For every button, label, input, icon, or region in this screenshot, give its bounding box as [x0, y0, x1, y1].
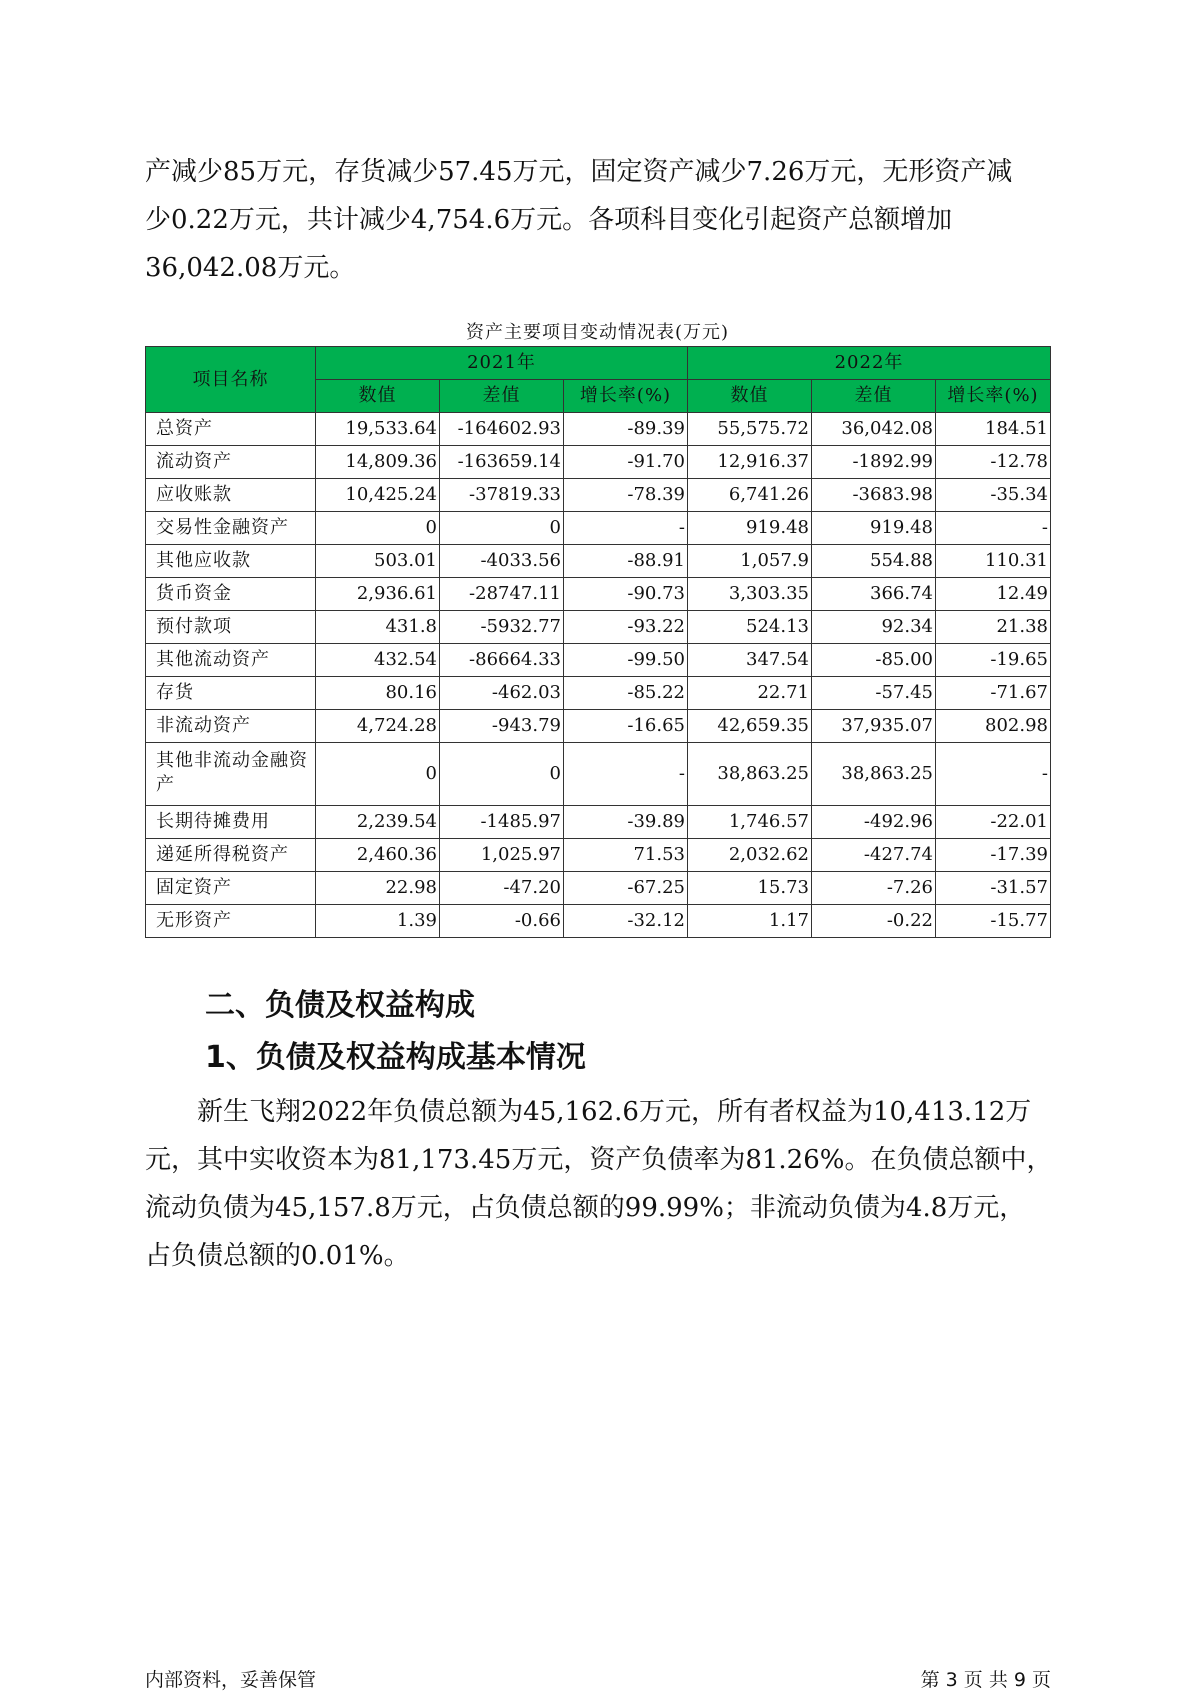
paragraph-line: 元，其中实收资本为81,173.45万元，资产负债率为81.26%。在负债总额中， [145, 1145, 1053, 1175]
growth-2021-cell: -90.73 [564, 578, 688, 611]
intro-paragraph [145, 148, 1045, 292]
growth-2021-cell: -32.12 [564, 905, 688, 938]
diff-2022-cell: -492.96 [812, 806, 936, 839]
diff-2022-cell: -7.26 [812, 872, 936, 905]
table-row [146, 710, 1051, 743]
row-name-cell: 无形资产 [146, 905, 316, 938]
growth-2021-cell: -93.22 [564, 611, 688, 644]
growth-2022-cell: -22.01 [936, 806, 1051, 839]
diff-2022-cell: 554.88 [812, 545, 936, 578]
row-name-cell: 其他应收款 [146, 545, 316, 578]
diff-2021-cell: -37819.33 [440, 479, 564, 512]
paragraph-line: 流动负债为45,157.8万元，占负债总额的99.99%；非流动负债为4.8万元， [145, 1193, 1026, 1223]
growth-2021-cell: -16.65 [564, 710, 688, 743]
header-diff-2022: 差值 [812, 380, 936, 413]
value-2022-cell: 1,057.9 [688, 545, 812, 578]
diff-2021-cell: -5932.77 [440, 611, 564, 644]
row-name-cell: 总资产 [146, 413, 316, 446]
value-2022-cell: 38,863.25 [688, 743, 812, 806]
growth-2021-cell: -67.25 [564, 872, 688, 905]
header-value-2021: 数值 [316, 380, 440, 413]
value-2021-cell: 0 [316, 743, 440, 806]
growth-2022-cell: -15.77 [936, 905, 1051, 938]
value-2022-cell: 2,032.62 [688, 839, 812, 872]
growth-2021-cell: -88.91 [564, 545, 688, 578]
table-row [146, 905, 1051, 938]
value-2022-cell: 22.71 [688, 677, 812, 710]
table-row [146, 479, 1051, 512]
section-heading: 二、负债及权益构成 [205, 988, 475, 1023]
liability-paragraph [145, 1088, 1053, 1280]
growth-2022-cell: -71.67 [936, 677, 1051, 710]
diff-2021-cell: 1,025.97 [440, 839, 564, 872]
value-2022-cell: 6,741.26 [688, 479, 812, 512]
row-name-cell: 递延所得税资产 [146, 839, 316, 872]
value-2021-cell: 10,425.24 [316, 479, 440, 512]
diff-2022-cell: -0.22 [812, 905, 936, 938]
value-2022-cell: 347.54 [688, 644, 812, 677]
row-name-cell: 固定资产 [146, 872, 316, 905]
diff-2021-cell: -1485.97 [440, 806, 564, 839]
diff-2022-cell: -57.45 [812, 677, 936, 710]
value-2022-cell: 919.48 [688, 512, 812, 545]
growth-2021-cell: -39.89 [564, 806, 688, 839]
diff-2022-cell: 36,042.08 [812, 413, 936, 446]
growth-2021-cell: -85.22 [564, 677, 688, 710]
value-2022-cell: 1.17 [688, 905, 812, 938]
diff-2022-cell: -1892.99 [812, 446, 936, 479]
value-2021-cell: 2,460.36 [316, 839, 440, 872]
value-2022-cell: 524.13 [688, 611, 812, 644]
growth-2022-cell: - [936, 743, 1051, 806]
footer-confidential-note: 内部资料，妥善保管 [145, 1669, 317, 1691]
header-year-2021: 2021年 [316, 347, 688, 380]
table-caption: 资产主要项目变动情况表(万元) [465, 322, 730, 343]
diff-2022-cell: 92.34 [812, 611, 936, 644]
row-name-cell: 存货 [146, 677, 316, 710]
growth-2021-cell: - [564, 743, 688, 806]
diff-2021-cell: -86664.33 [440, 644, 564, 677]
header-growth-2022: 增长率(%) [936, 380, 1051, 413]
value-2021-cell: 431.8 [316, 611, 440, 644]
diff-2022-cell: 37,935.07 [812, 710, 936, 743]
growth-2021-cell: -91.70 [564, 446, 688, 479]
row-name-cell: 交易性金融资产 [146, 512, 316, 545]
growth-2022-cell: 12.49 [936, 578, 1051, 611]
growth-2022-cell: -35.34 [936, 479, 1051, 512]
table-row [146, 545, 1051, 578]
paragraph-line: 少0.22万元，共计减少4,754.6万元。各项科目变化引起资产总额增加 [145, 205, 953, 235]
table-row [146, 644, 1051, 677]
table-row [146, 806, 1051, 839]
diff-2021-cell: 0 [440, 512, 564, 545]
growth-2021-cell: 71.53 [564, 839, 688, 872]
diff-2021-cell: -0.66 [440, 905, 564, 938]
diff-2022-cell: 366.74 [812, 578, 936, 611]
growth-2022-cell: 802.98 [936, 710, 1051, 743]
diff-2021-cell: -28747.11 [440, 578, 564, 611]
value-2021-cell: 80.16 [316, 677, 440, 710]
diff-2022-cell: 38,863.25 [812, 743, 936, 806]
value-2021-cell: 0 [316, 512, 440, 545]
diff-2021-cell: -462.03 [440, 677, 564, 710]
value-2021-cell: 22.98 [316, 872, 440, 905]
value-2022-cell: 15.73 [688, 872, 812, 905]
diff-2021-cell: 0 [440, 743, 564, 806]
asset-change-table [145, 346, 1051, 938]
growth-2021-cell: -78.39 [564, 479, 688, 512]
diff-2021-cell: -4033.56 [440, 545, 564, 578]
header-growth-2021: 增长率(%) [564, 380, 688, 413]
value-2021-cell: 14,809.36 [316, 446, 440, 479]
growth-2022-cell: -31.57 [936, 872, 1051, 905]
diff-2021-cell: -164602.93 [440, 413, 564, 446]
diff-2022-cell: 919.48 [812, 512, 936, 545]
growth-2021-cell: - [564, 512, 688, 545]
row-name-cell: 其他流动资产 [146, 644, 316, 677]
table-row [146, 413, 1051, 446]
diff-2022-cell: -427.74 [812, 839, 936, 872]
table-row [146, 512, 1051, 545]
growth-2022-cell: 184.51 [936, 413, 1051, 446]
growth-2021-cell: -89.39 [564, 413, 688, 446]
row-name-cell: 应收账款 [146, 479, 316, 512]
paragraph-line: 36,042.08万元。 [145, 253, 356, 283]
diff-2022-cell: -3683.98 [812, 479, 936, 512]
value-2022-cell: 55,575.72 [688, 413, 812, 446]
header-item-name: 项目名称 [146, 347, 316, 413]
growth-2022-cell: -17.39 [936, 839, 1051, 872]
growth-2021-cell: -99.50 [564, 644, 688, 677]
row-name-cell: 非流动资产 [146, 710, 316, 743]
value-2022-cell: 1,746.57 [688, 806, 812, 839]
table-row [146, 611, 1051, 644]
table-row [146, 872, 1051, 905]
value-2021-cell: 2,239.54 [316, 806, 440, 839]
diff-2021-cell: -943.79 [440, 710, 564, 743]
value-2021-cell: 4,724.28 [316, 710, 440, 743]
value-2021-cell: 432.54 [316, 644, 440, 677]
growth-2022-cell: -19.65 [936, 644, 1051, 677]
header-year-2022: 2022年 [688, 347, 1051, 380]
row-name-cell: 货币资金 [146, 578, 316, 611]
table-row [146, 578, 1051, 611]
row-name-cell: 流动资产 [146, 446, 316, 479]
value-2021-cell: 2,936.61 [316, 578, 440, 611]
value-2021-cell: 503.01 [316, 545, 440, 578]
table-row [146, 677, 1051, 710]
footer-page-number: 第 3 页 共 9 页 [920, 1669, 1051, 1691]
growth-2022-cell: -12.78 [936, 446, 1051, 479]
paragraph-line: 新生飞翔2022年负债总额为45,162.6万元，所有者权益为10,413.12万 [197, 1097, 1032, 1127]
row-name-cell: 长期待摊费用 [146, 806, 316, 839]
value-2022-cell: 12,916.37 [688, 446, 812, 479]
diff-2022-cell: -85.00 [812, 644, 936, 677]
value-2022-cell: 3,303.35 [688, 578, 812, 611]
table-row [146, 446, 1051, 479]
subsection-heading: 1、负债及权益构成基本情况 [205, 1040, 586, 1075]
paragraph-line: 产减少85万元，存货减少57.45万元，固定资产减少7.26万元，无形资产减 [145, 157, 1013, 187]
paragraph-line: 占负债总额的0.01%。 [145, 1241, 410, 1271]
diff-2021-cell: -163659.14 [440, 446, 564, 479]
growth-2022-cell: - [936, 512, 1051, 545]
diff-2021-cell: -47.20 [440, 872, 564, 905]
header-diff-2021: 差值 [440, 380, 564, 413]
growth-2022-cell: 21.38 [936, 611, 1051, 644]
header-value-2022: 数值 [688, 380, 812, 413]
table-row [146, 839, 1051, 872]
growth-2022-cell: 110.31 [936, 545, 1051, 578]
table-row [146, 743, 1051, 806]
row-name-cell: 预付款项 [146, 611, 316, 644]
value-2021-cell: 1.39 [316, 905, 440, 938]
row-name-cell: 其他非流动金融资产 [146, 743, 316, 806]
table-body [146, 413, 1051, 938]
value-2021-cell: 19,533.64 [316, 413, 440, 446]
value-2022-cell: 42,659.35 [688, 710, 812, 743]
